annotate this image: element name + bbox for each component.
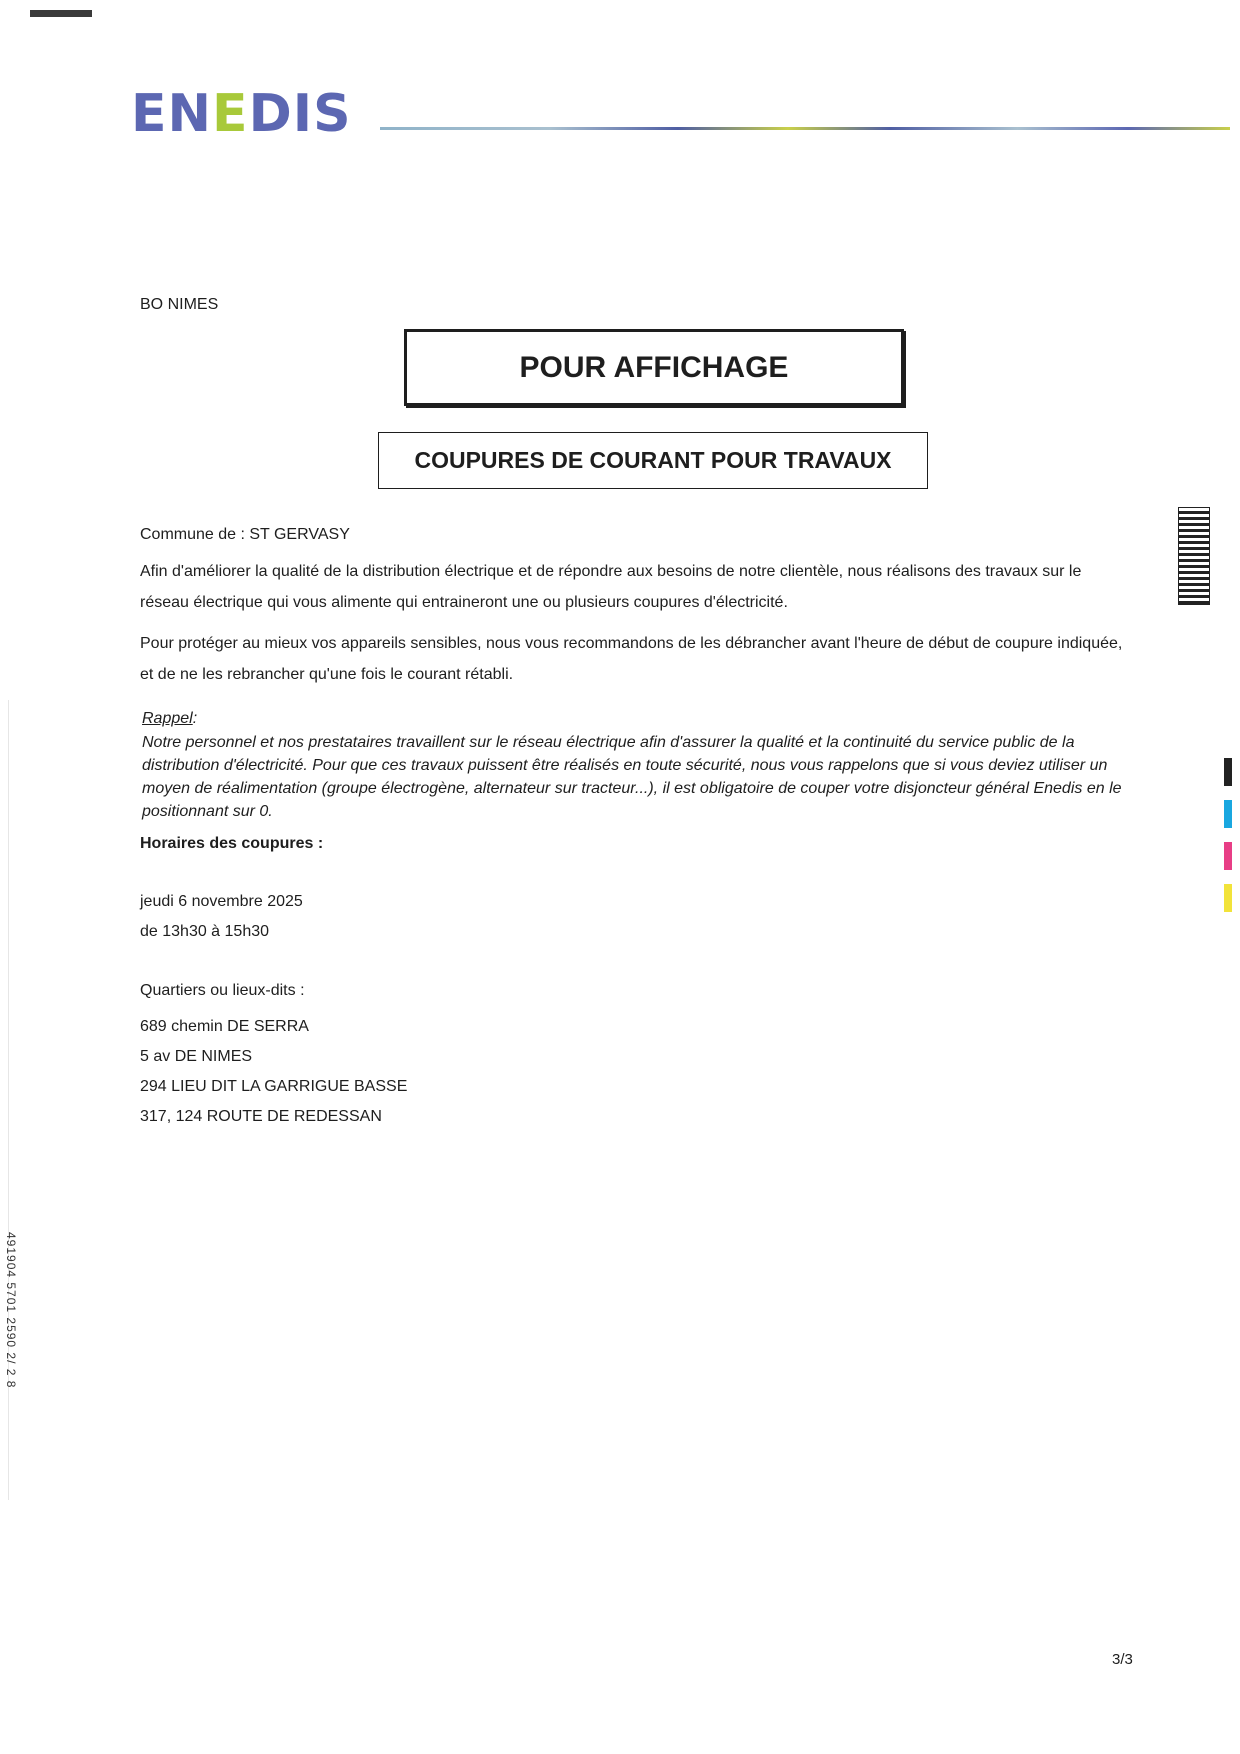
advice-paragraph: Pour protéger au mieux vos appareils sensibles, nous vous recommandons de les débrancher avant l'heure de début de coupure indiquée, et de ne les rebrancher qu'une fois le courant rétabli. (140, 635, 1123, 683)
margin-reference-code: 491904 5701 2590 2/ 2 8 (4, 1232, 18, 1389)
posting-title-box (404, 329, 904, 406)
color-calibration-cyan (1224, 800, 1232, 828)
office-name: BO NIMES (140, 296, 219, 313)
rappel-separator: : (192, 710, 198, 727)
subject-title: COUPURES DE COURANT POUR TRAVAUX (414, 447, 892, 473)
color-calibration-yellow (1224, 884, 1232, 912)
color-calibration-black (1224, 758, 1232, 786)
rappel-text: Notre personnel et nos prestataires travaillent sur le réseau électrique afin d'assurer la qualité et la continuité du service public de la distribution d'électricité. Pour que ces travaux puissent être réalisés en toute sécurité, nous vous rappelons que si vous deviez utiliser un moyen de réalimentation (groupe électrogène, alternateur sur tracteur...), il est obligatoire de couper votre disjoncteur général Enedis en le positionnant sur 0. (142, 734, 1122, 820)
rappel-label: Rappel (142, 710, 193, 727)
places-title: Quartiers ou lieux-dits : (140, 982, 305, 999)
outage-date: jeudi 6 novembre 2025 (140, 893, 303, 910)
scan-registration-mark (30, 10, 92, 17)
address-item: 689 chemin DE SERRA (140, 1018, 309, 1035)
outage-time: de 13h30 à 15h30 (140, 923, 270, 940)
schedule-title: Horaires des coupures : (140, 835, 324, 852)
color-calibration-magenta (1224, 842, 1232, 870)
subject-title-box (378, 432, 928, 489)
enedis-logo: ENEDIS (131, 84, 352, 144)
page-number: 3/3 (1112, 1651, 1133, 1668)
address-item: 317, 124 ROUTE DE REDESSAN (140, 1108, 382, 1125)
intro-paragraph: Afin d'améliorer la qualité de la distribution électrique et de répondre aux besoins de notre clientèle, nous réalisons des travaux sur le réseau électrique qui vous alimente qui entraineront une ou plusieurs coupures d'électricité. (140, 563, 1082, 611)
datamatrix-code (1178, 507, 1210, 605)
address-item: 294 LIEU DIT LA GARRIGUE BASSE (140, 1078, 408, 1095)
header-rule (380, 127, 1230, 130)
address-item: 5 av DE NIMES (140, 1048, 253, 1065)
posting-title: POUR AFFICHAGE (519, 350, 789, 384)
commune-line: Commune de : ST GERVASY (140, 526, 350, 543)
address-list (140, 1012, 407, 1132)
rappel-heading (142, 710, 197, 728)
